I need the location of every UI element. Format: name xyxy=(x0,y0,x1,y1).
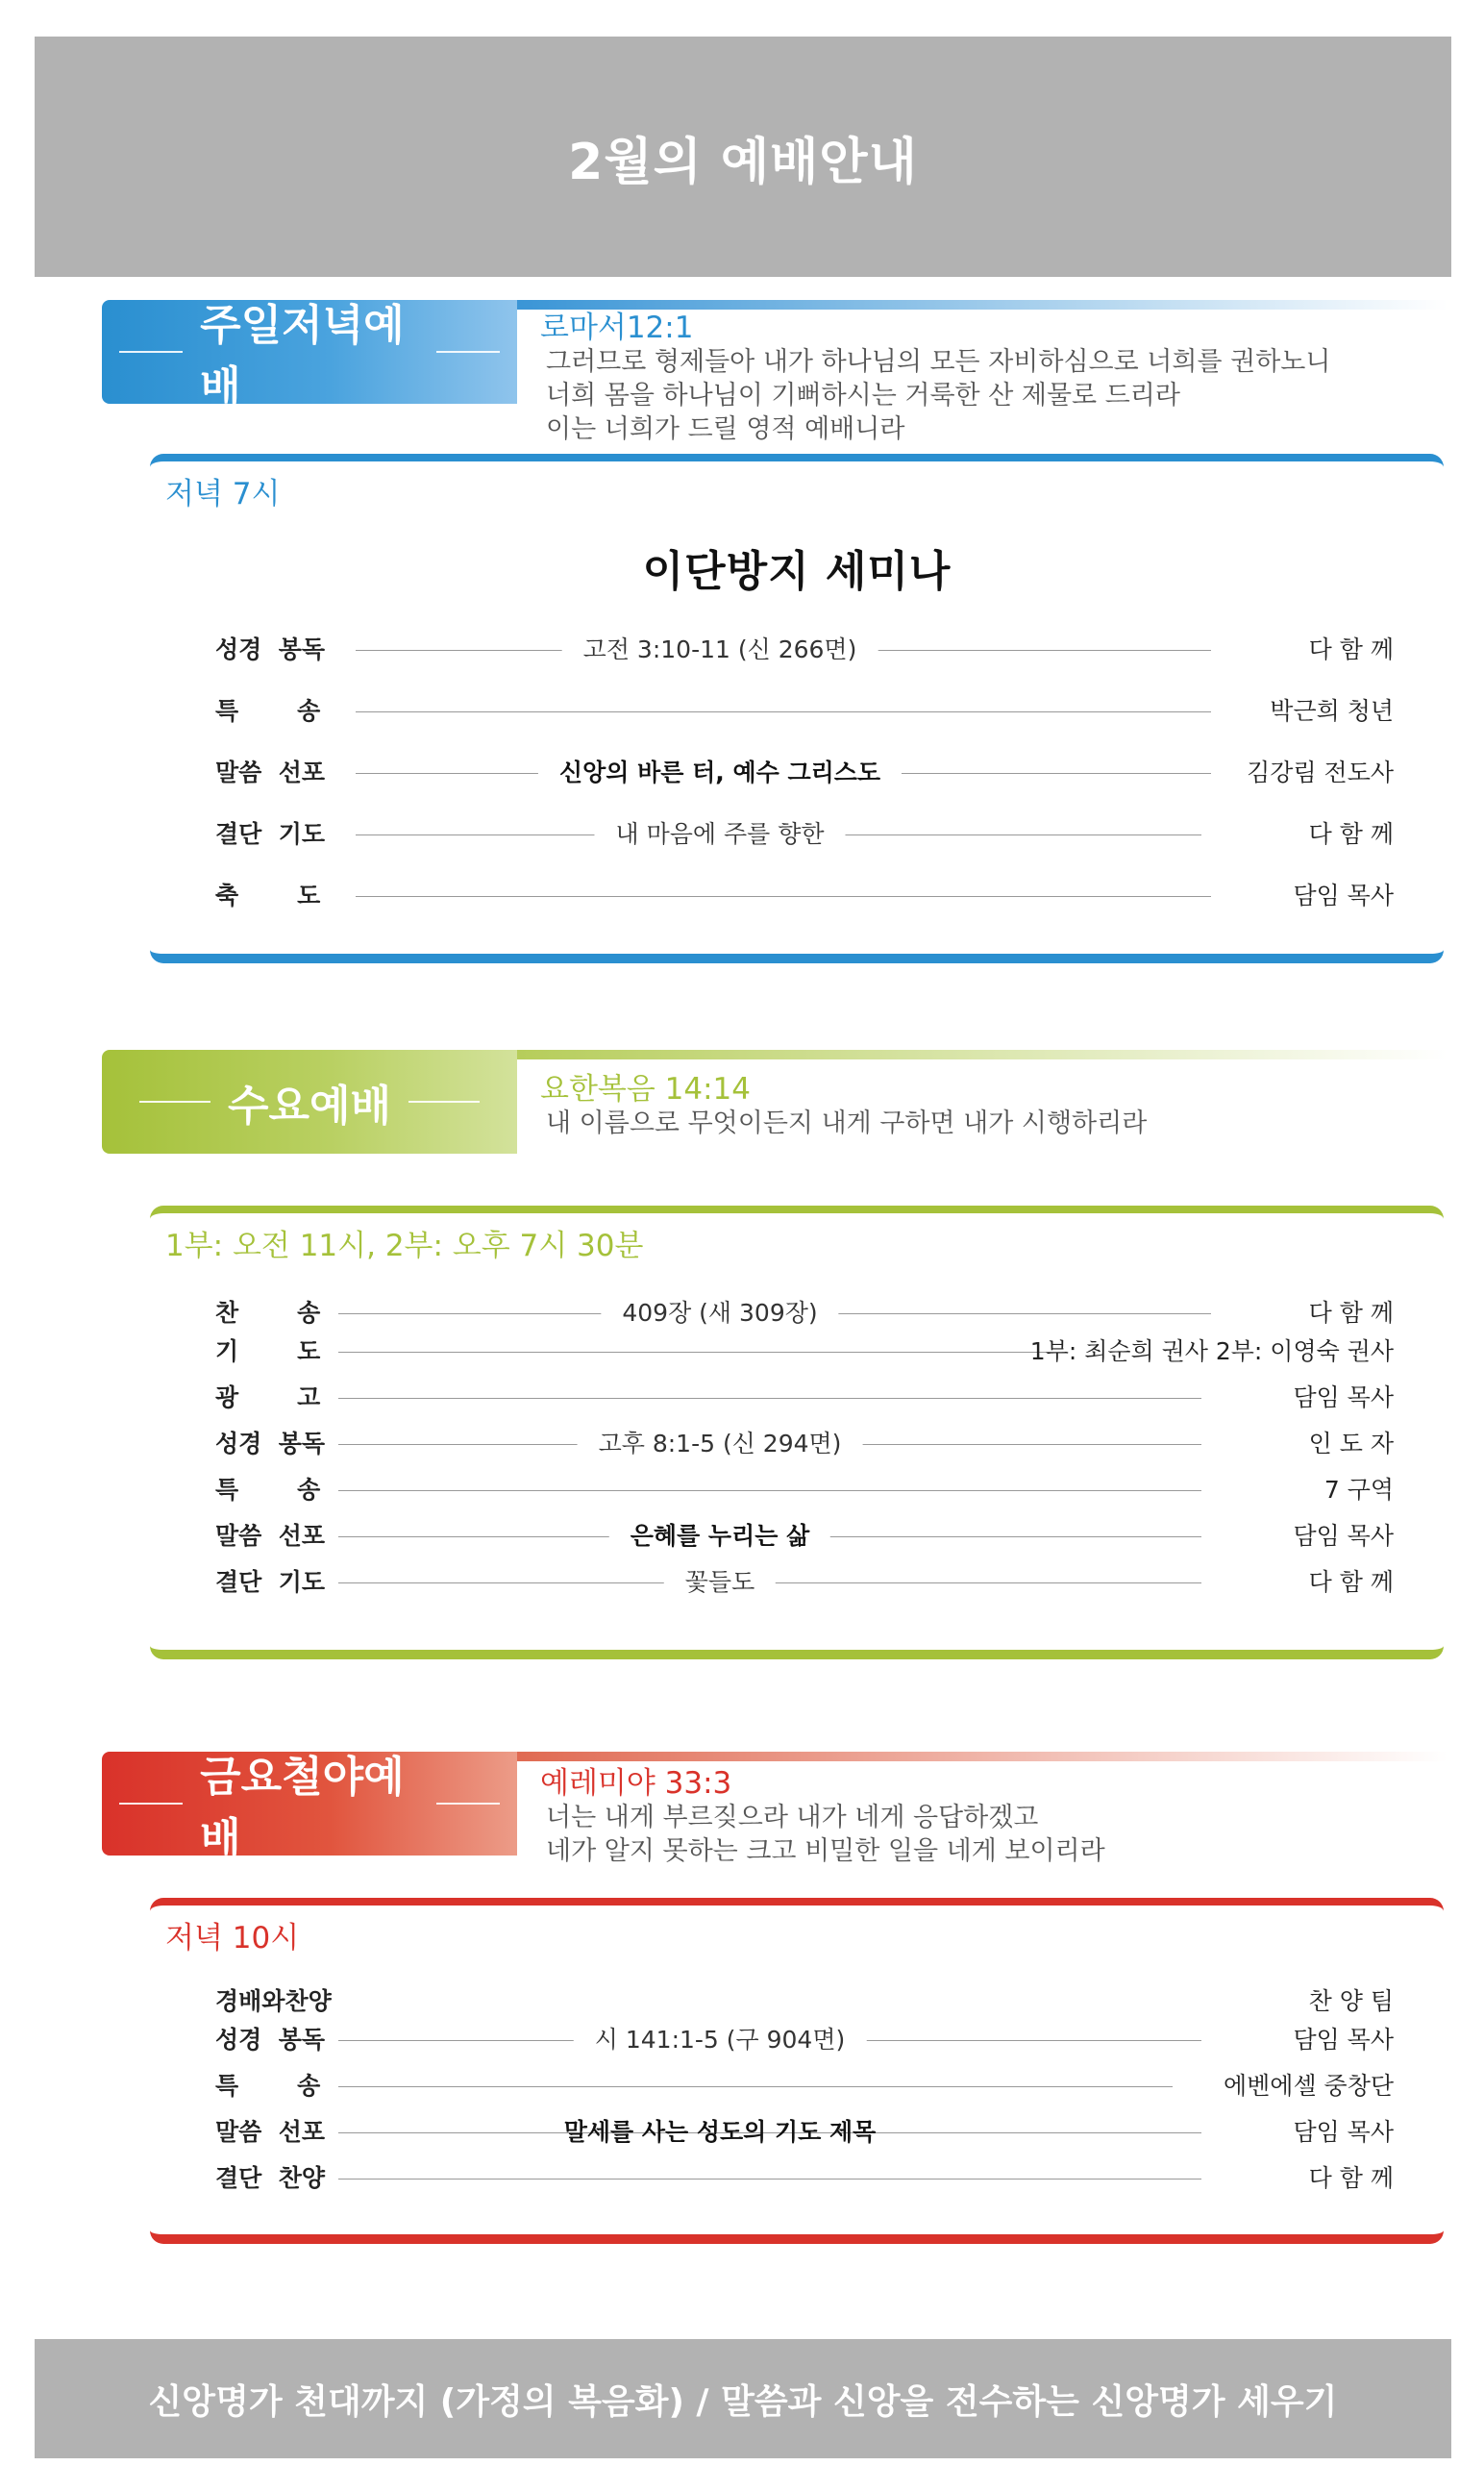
service-card xyxy=(150,1206,1444,1659)
order-row xyxy=(215,1379,1394,1417)
order-leader: 다 함 께 xyxy=(1308,1299,1394,1327)
order-leader: 담임 목사 xyxy=(1293,2026,1394,2054)
order-leader: 박근희 청년 xyxy=(1270,697,1394,725)
footer-slogan: 신앙명가 천대까지 (가정의 복음화) / 말씀과 신앙을 전수하는 신앙명가 세우기 xyxy=(35,2339,1451,2458)
order-label: 특 송 xyxy=(215,2072,321,2100)
order-label: 말씀 선포 xyxy=(215,759,326,786)
leader-line xyxy=(338,2179,1201,2180)
verse-strip xyxy=(517,300,1447,310)
verse-line: 너는 내게 부르짖으라 내가 네게 응답하겠고 xyxy=(546,1803,1039,1832)
order-label: 성경 봉독 xyxy=(215,1430,326,1457)
leader-line xyxy=(338,1352,1067,1353)
wednesday-tab xyxy=(102,1050,517,1154)
order-leader: 다 함 께 xyxy=(1308,820,1394,848)
order-label: 경배와찬양 xyxy=(215,1987,332,2015)
order-label: 결단 기도 xyxy=(215,1568,326,1596)
order-leader: 다 함 께 xyxy=(1308,635,1394,663)
order-row xyxy=(215,692,1394,731)
verse-strip xyxy=(517,1752,1447,1761)
verse-block xyxy=(540,1767,1105,1868)
order-label: 말씀 선포 xyxy=(215,2118,326,2146)
verse-line: 너희 몸을 하나님이 기뻐하시는 거룩한 산 제물로 드리라 xyxy=(546,381,1180,411)
dash-left xyxy=(119,1803,183,1805)
order-label: 기 도 xyxy=(215,1337,321,1365)
tab-label: 주일저녁예배 xyxy=(200,301,405,411)
order-row xyxy=(215,631,1394,669)
verse-strip xyxy=(517,1050,1447,1059)
order-detail: 409장 (새 309장) xyxy=(601,1294,838,1333)
order-leader: 7 구역 xyxy=(1323,1476,1394,1504)
service-card xyxy=(150,454,1444,963)
order-leader: 담임 목사 xyxy=(1293,2118,1394,2146)
verse-line: 네가 알지 못하는 크고 비밀한 일을 네게 보이리라 xyxy=(546,1836,1105,1866)
page-title: 2월의 예배안내 xyxy=(35,37,1451,277)
dash-right xyxy=(436,1803,500,1805)
sunday-evening-tab xyxy=(102,300,517,411)
order-label: 특 송 xyxy=(215,1476,321,1504)
verse-line: 내 이름으로 무엇이든지 내게 구하면 내가 시행하리라 xyxy=(546,1108,1148,1138)
order-label: 성경 봉독 xyxy=(215,2026,326,2054)
order-row xyxy=(215,1425,1394,1463)
verse-block xyxy=(540,311,1330,446)
friday-night-tab xyxy=(102,1752,517,1863)
order-leader: 다 함 께 xyxy=(1308,2164,1394,2192)
leader-line xyxy=(338,1398,1201,1399)
order-row xyxy=(215,877,1394,915)
verse-reference: 요한복음 14:14 xyxy=(540,1072,751,1107)
order-leader: 담임 목사 xyxy=(1293,1522,1394,1550)
service-time: 저녁 10시 xyxy=(165,1921,300,1955)
order-row xyxy=(215,1333,1394,1371)
order-label: 특 송 xyxy=(215,697,321,725)
order-leader: 김강림 전도사 xyxy=(1247,759,1394,786)
service-card xyxy=(150,1898,1444,2244)
order-leader: 다 함 께 xyxy=(1308,1568,1394,1596)
leader-line xyxy=(356,711,1211,712)
order-row xyxy=(215,2021,1394,2059)
dash-left xyxy=(139,1101,210,1103)
verse-line: 그러므로 형제들아 내가 하나님의 모든 자비하심으로 너희를 권하노니 xyxy=(546,347,1331,377)
leader-line xyxy=(338,1490,1201,1491)
order-row xyxy=(215,1471,1394,1509)
order-row xyxy=(215,1982,1394,2021)
order-row xyxy=(215,1517,1394,1556)
tab-label: 수요예배 xyxy=(227,1082,391,1131)
order-row xyxy=(215,754,1394,792)
order-label: 결단 기도 xyxy=(215,820,326,848)
order-leader: 담임 목사 xyxy=(1293,882,1394,909)
order-row xyxy=(215,2113,1394,2152)
order-label: 결단 찬양 xyxy=(215,2164,326,2192)
dash-right xyxy=(436,351,500,353)
dash-left xyxy=(119,351,183,353)
order-leader: 인 도 자 xyxy=(1308,1430,1394,1457)
order-row xyxy=(215,2159,1394,2198)
sermon-title: 신앙의 바른 터, 예수 그리스도 xyxy=(538,754,902,792)
verse-block xyxy=(540,1073,1147,1140)
order-detail: 고전 3:10-11 (신 266면) xyxy=(562,631,878,669)
order-leader: 찬 양 팀 xyxy=(1308,1987,1394,2015)
order-detail: 꽃들도 xyxy=(664,1563,776,1602)
leader-line xyxy=(338,2086,1173,2087)
order-detail: 내 마음에 주를 향한 xyxy=(594,815,845,854)
verse-line: 이는 너희가 드릴 영적 예배니라 xyxy=(546,414,905,444)
order-label: 말씀 선포 xyxy=(215,1522,326,1550)
service-time: 저녁 7시 xyxy=(165,477,281,511)
order-label: 축 도 xyxy=(215,882,321,909)
order-label: 찬 송 xyxy=(215,1299,321,1327)
order-label: 광 고 xyxy=(215,1383,321,1411)
order-leader: 담임 목사 xyxy=(1293,1383,1394,1411)
leader-line xyxy=(356,896,1211,897)
tab-label: 금요철야예배 xyxy=(200,1753,405,1863)
order-row xyxy=(215,1294,1394,1333)
order-leader: 에벤에셀 중창단 xyxy=(1224,2072,1394,2100)
sermon-title: 은혜를 누리는 삶 xyxy=(609,1517,830,1556)
order-label: 성경 봉독 xyxy=(215,635,326,663)
service-time: 1부: 오전 11시, 2부: 오후 7시 30분 xyxy=(165,1229,644,1263)
order-detail: 고후 8:1-5 (신 294면) xyxy=(578,1425,863,1463)
verse-reference: 로마서12:1 xyxy=(540,311,694,345)
order-row xyxy=(215,2067,1394,2105)
dash-right xyxy=(408,1101,480,1103)
service-title: 이단방지 세미나 xyxy=(642,547,952,596)
order-leader: 1부: 최순희 권사 2부: 이영숙 권사 xyxy=(1029,1337,1394,1365)
order-detail: 시 141:1-5 (구 904면) xyxy=(574,2021,867,2059)
verse-reference: 예레미야 33:3 xyxy=(540,1766,732,1801)
order-row xyxy=(215,815,1394,854)
order-row xyxy=(215,1563,1394,1602)
sermon-title: 말세를 사는 성도의 기도 제목 xyxy=(563,2118,877,2146)
